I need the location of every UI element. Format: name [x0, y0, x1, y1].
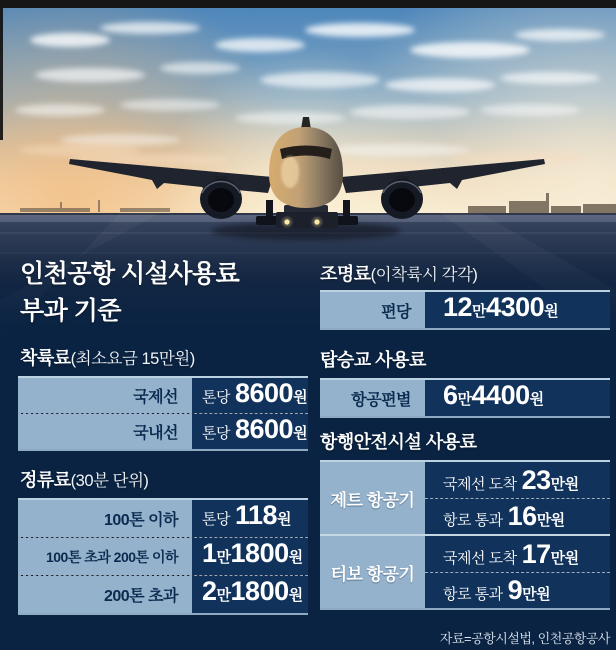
row-value	[192, 538, 308, 575]
parking-fee-heading	[20, 466, 148, 492]
row-value	[425, 380, 610, 416]
value-unit: 만	[472, 303, 487, 320]
page-title	[20, 256, 239, 330]
turbo-aircraft-group	[320, 534, 610, 608]
landing-fee-heading	[20, 344, 195, 370]
row-label: 200톤 초과	[18, 576, 192, 613]
landing-fee-table	[18, 376, 308, 451]
lighting-fee-heading-label: 조명료	[320, 264, 371, 284]
bridge-fee-heading	[320, 346, 426, 372]
row-label: 100톤 이하	[18, 500, 192, 537]
value-unit: 원	[544, 303, 559, 320]
value-number: 17	[521, 538, 551, 569]
value-prefix: 항로 통과	[443, 512, 503, 529]
group-values	[425, 536, 610, 608]
page-title-line2: 부과 기준	[20, 297, 122, 325]
table-row	[18, 378, 308, 413]
value-number: 1	[202, 538, 217, 568]
table-row	[320, 292, 610, 328]
table-row	[18, 500, 308, 537]
page-title-line1: 인천공항 시설사용료	[20, 260, 240, 288]
value-unit: 원	[529, 391, 544, 408]
landing-fee-heading-label: 착륙료	[20, 348, 71, 368]
row-value	[192, 576, 308, 613]
value-prefix: 톤당	[202, 389, 230, 406]
value-unit: 만원	[536, 512, 565, 529]
table-row	[18, 537, 308, 575]
row-label: 편당	[320, 292, 425, 328]
value-number: 8600	[234, 414, 294, 444]
value-prefix: 항로 통과	[443, 586, 503, 603]
table-row	[425, 498, 610, 534]
table-row	[18, 413, 308, 449]
value-number: 12	[443, 292, 473, 322]
table-row	[320, 380, 610, 416]
lighting-fee-table	[320, 290, 610, 330]
row-label: 국제선	[18, 378, 192, 413]
nav-fee-heading-label: 항행안전시설 사용료	[320, 432, 477, 452]
bridge-fee-heading-label: 탑승교 사용료	[320, 350, 426, 370]
parking-fee-heading-label: 정류료	[20, 470, 71, 490]
row-label: 국내선	[18, 414, 192, 449]
group-label: 터보 항공기	[320, 536, 425, 608]
value-number: 1800	[230, 538, 289, 568]
jet-aircraft-group	[320, 462, 610, 534]
value-unit: 만	[216, 587, 231, 604]
lighting-fee-heading	[320, 260, 477, 286]
bridge-fee-table	[320, 378, 610, 418]
value-prefix: 국제선 도착	[443, 549, 517, 567]
value-unit: 만원	[550, 549, 579, 567]
row-label: 100톤 초과 200톤 이하	[18, 538, 192, 575]
landing-fee-heading-note: (최소요금 15만원)	[70, 350, 195, 368]
value-number: 2	[202, 576, 217, 606]
value-unit: 원	[288, 587, 303, 604]
value-unit: 만원	[522, 586, 551, 603]
value-number: 4400	[471, 380, 530, 410]
value-unit: 만	[216, 549, 231, 566]
value-prefix: 국제선 도착	[443, 475, 517, 493]
value-prefix: 톤당	[202, 511, 230, 528]
source-credit: 자료=공항시설법, 인천공항공사	[439, 631, 610, 646]
value-number: 6	[443, 380, 458, 410]
row-value	[192, 414, 308, 449]
value-number: 8600	[234, 378, 294, 408]
value-unit: 원	[293, 389, 308, 406]
parking-fee-heading-note: (30분 단위)	[70, 472, 149, 490]
table-row	[425, 572, 610, 608]
value-number: 4300	[486, 292, 545, 322]
value-prefix: 톤당	[202, 425, 230, 442]
value-unit: 만	[457, 391, 472, 408]
row-value	[192, 378, 308, 413]
row-value	[192, 500, 308, 537]
nav-fee-heading	[320, 428, 477, 454]
table-row	[18, 575, 308, 613]
value-number: 23	[521, 464, 551, 495]
table-row	[425, 536, 610, 572]
row-value	[425, 292, 610, 328]
lighting-fee-heading-note: (이착륙시 각각)	[370, 266, 478, 284]
value-number: 9	[507, 575, 523, 605]
group-values	[425, 462, 610, 534]
nav-fee-table	[320, 460, 610, 610]
group-label: 제트 항공기	[320, 462, 425, 534]
parking-fee-table	[18, 498, 308, 615]
value-number: 16	[507, 501, 537, 531]
row-label: 항공편별	[320, 380, 425, 416]
value-unit: 원	[277, 511, 292, 528]
value-number: 118	[234, 500, 278, 530]
value-unit: 원	[288, 549, 303, 566]
value-unit: 만원	[550, 475, 579, 493]
table-row	[425, 462, 610, 498]
value-number: 1800	[230, 576, 289, 606]
value-unit: 원	[293, 425, 308, 442]
